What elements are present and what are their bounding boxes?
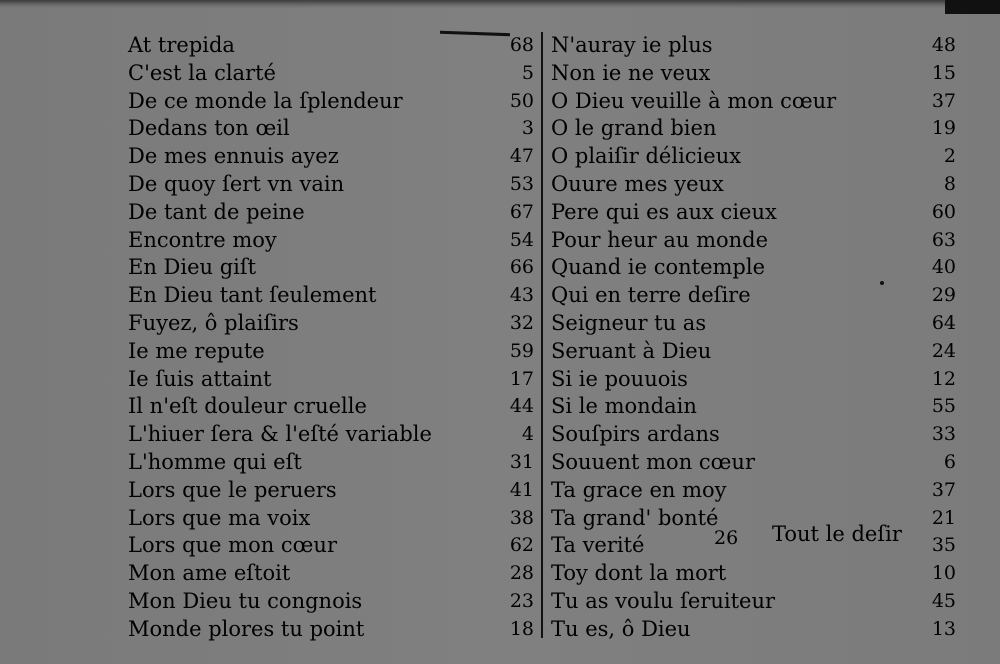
entry-page-number: 15	[931, 61, 956, 84]
entry-page-number: 43	[509, 284, 534, 307]
index-entry	[551, 366, 956, 394]
entry-text: Lors que le peruers	[128, 477, 337, 502]
entry-page-number: 24	[931, 339, 956, 362]
entry-text: Il n'eſt douleur cruelle	[128, 394, 367, 419]
entry-text: De mes ennuis ayez	[128, 144, 339, 169]
entry-text: Pour heur au monde	[551, 227, 769, 252]
entry-page-number: 37	[931, 478, 956, 501]
index-entry	[551, 143, 956, 171]
entry-text: De quoy ſert vn vain	[128, 171, 345, 196]
index-entry	[551, 199, 956, 227]
index-entry	[128, 505, 534, 533]
entry-text: L'hiuer ſera & l'eſté variable	[128, 422, 432, 447]
entry-text: Souuent mon cœur	[551, 449, 755, 474]
entry-text: Lors que mon cœur	[128, 533, 337, 558]
entry-text: Monde plores tu point	[128, 616, 365, 641]
entry-text: O le grand bien	[551, 116, 717, 141]
entry-text: Ta verité	[551, 533, 645, 558]
index-entry	[128, 421, 534, 449]
index-entry	[551, 254, 956, 282]
index-entry	[551, 32, 956, 60]
entry-page-number: 48	[931, 34, 956, 56]
index-entry	[551, 310, 956, 338]
index-entry	[551, 338, 956, 366]
entry-page-number: 44	[509, 395, 534, 418]
entry-text: Dedans ton œil	[128, 116, 290, 141]
index-entry	[551, 393, 956, 421]
entry-text: L'homme qui eſt	[128, 449, 302, 474]
entry-page-number: 64	[931, 311, 956, 334]
index-entry	[128, 254, 534, 282]
entry-page-number: 17	[509, 367, 534, 390]
entry-page-number: 10	[931, 562, 956, 585]
entry-page-number: 63	[931, 228, 956, 251]
entry-page-number: 68	[509, 34, 534, 56]
entry-text: Fuyez, ô plaiſirs	[128, 310, 299, 335]
entry-page-number: 55	[931, 395, 956, 418]
entry-page-number: 23	[509, 589, 534, 612]
index-entry	[551, 60, 956, 88]
entry-text: Mon ame eſtoit	[128, 561, 291, 586]
entry-page-number: 19	[931, 117, 956, 140]
index-entry	[128, 88, 534, 116]
entry-page-number: 4	[521, 423, 534, 446]
index-entry	[551, 560, 956, 588]
index-entry	[551, 115, 956, 143]
entry-text: Encontre moy	[128, 227, 277, 252]
index-entry	[128, 310, 534, 338]
index-entry	[128, 338, 534, 366]
entry-text: Toy dont la mort	[551, 561, 727, 586]
index-entry	[551, 421, 956, 449]
index-entry	[128, 143, 534, 171]
index-entry	[551, 449, 956, 477]
entry-text: C'est la clarté	[128, 60, 276, 85]
index-entry	[128, 199, 534, 227]
index-entry	[128, 616, 534, 644]
entry-text: Ie ſuis attaint	[128, 366, 272, 391]
entry-page-number: 53	[509, 172, 534, 195]
entry-text: Tu es, ô Dieu	[551, 616, 691, 641]
entry-text: De ce monde la ſplendeur	[128, 88, 403, 113]
entry-page-number: 40	[931, 256, 956, 279]
entry-text: Seruant à Dieu	[551, 338, 712, 363]
entry-page-number: 6	[943, 450, 956, 473]
entry-page-number: 67	[509, 200, 534, 223]
entry-page-number: 54	[509, 228, 534, 251]
entry-page-number: 21	[931, 506, 956, 529]
index-entry	[128, 227, 534, 255]
entry-text: De tant de peine	[128, 199, 305, 224]
index-entry	[128, 282, 534, 310]
entry-text: Si ie pouuois	[551, 366, 688, 391]
entry-text: Pere qui es aux cieux	[551, 199, 777, 224]
entry-page-number: 38	[509, 506, 534, 529]
entry-text: Tu as voulu ſeruiteur	[551, 588, 776, 613]
index-entry	[551, 588, 956, 616]
entry-page-number: 35	[931, 534, 956, 557]
entry-text: Non ie ne veux	[551, 60, 711, 85]
entry-page-number: 62	[509, 534, 534, 557]
entry-text: Ta grace en moy	[551, 477, 727, 502]
entry-page-number: 41	[509, 478, 534, 501]
entry-text: At trepida	[128, 33, 235, 57]
entry-page-number: 5	[521, 61, 534, 84]
index-entry	[128, 32, 534, 60]
entry-page-number: 2	[943, 145, 956, 168]
ink-dot	[880, 281, 884, 285]
index-entry	[128, 171, 534, 199]
index-entry	[128, 477, 534, 505]
index-entry	[128, 588, 534, 616]
entry-page-number: 31	[509, 450, 534, 473]
index-entry	[551, 227, 956, 255]
index-entry	[128, 560, 534, 588]
entry-text: O Dieu veuille à mon cœur	[551, 88, 837, 113]
entry-page-number: 50	[509, 89, 534, 112]
entry-text: En Dieu tant ſeulement	[128, 283, 377, 308]
entry-page-number: 33	[931, 423, 956, 446]
page-top-edge	[0, 0, 1000, 8]
index-column-left	[128, 32, 534, 644]
inline-extra-page-number: 26	[714, 527, 739, 549]
index-entry	[128, 60, 534, 88]
entry-page-number: 3	[521, 117, 534, 140]
index-column-right	[551, 32, 956, 644]
entry-text: Lors que ma voix	[128, 505, 311, 530]
entry-page-number: 37	[931, 89, 956, 112]
entry-page-number: 47	[509, 145, 534, 168]
entry-page-number: 28	[509, 562, 534, 585]
entry-page-number: 12	[931, 367, 956, 390]
entry-page-number: 13	[931, 617, 956, 640]
entry-text: Qui en terre deſire	[551, 283, 751, 308]
entry-text: Ouure mes yeux	[551, 171, 724, 196]
index-entry	[551, 171, 956, 199]
entry-text: Seigneur tu as	[551, 310, 707, 335]
index-entry	[128, 393, 534, 421]
column-divider	[541, 32, 543, 638]
entry-text: Mon Dieu tu congnois	[128, 588, 363, 613]
entry-page-number: 45	[931, 589, 956, 612]
entry-page-number: 60	[931, 200, 956, 223]
entry-page-number: 66	[509, 256, 534, 279]
entry-text: N'auray ie plus	[551, 33, 713, 57]
entry-text: En Dieu giſt	[128, 255, 257, 280]
index-entry	[128, 115, 534, 143]
index-entry	[128, 366, 534, 394]
entry-text: Si le mondain	[551, 394, 697, 419]
entry-page-number: 18	[509, 617, 534, 640]
entry-page-number: 29	[931, 284, 956, 307]
corner-ink-mark	[945, 0, 1000, 14]
index-entry	[551, 282, 956, 310]
entry-text: Quand ie contemple	[551, 255, 766, 280]
entry-text: Ie me repute	[128, 338, 265, 363]
index-entry	[128, 449, 534, 477]
index-entry	[551, 616, 956, 644]
entry-page-number: 59	[509, 339, 534, 362]
entry-page-number: 32	[509, 311, 534, 334]
entry-text: Ta grand' bonté	[551, 505, 719, 530]
entry-text: O plaiſir délicieux	[551, 144, 742, 169]
inline-extra-entry-text: Tout le deſir	[772, 522, 902, 546]
index-entry	[128, 532, 534, 560]
entry-text: Souſpirs ardans	[551, 422, 720, 447]
entry-page-number: 8	[943, 172, 956, 195]
index-entry	[551, 88, 956, 116]
index-entry	[551, 477, 956, 505]
